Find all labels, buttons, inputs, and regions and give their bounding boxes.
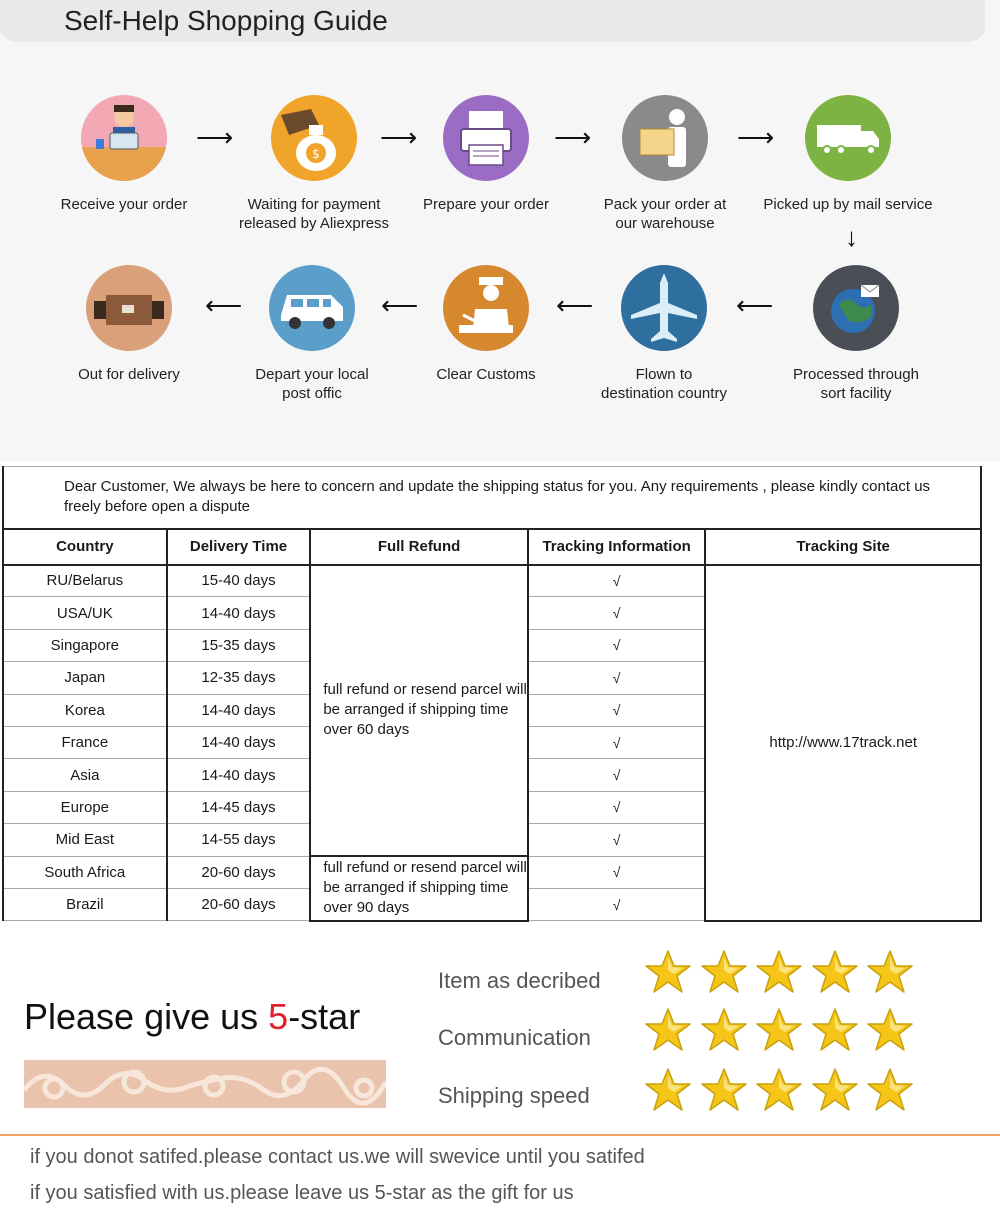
arrow-right-icon: ⟶ [737,122,775,152]
header-bar [0,0,985,42]
star-icon[interactable] [643,948,693,996]
star-icon[interactable] [865,948,915,996]
delivery-time-cell: 14-45 days [167,791,311,823]
refund-cell: full refund or resend parcel will be arranged if shipping time over 90 days [310,856,527,921]
tracking-check-cell: √ [528,856,706,888]
column-header: Tracking Site [705,529,981,565]
printer-icon [443,95,529,181]
delivery-time-cell: 14-40 days [167,597,311,629]
van-icon [269,265,355,351]
arrow-left-icon: ⟵ [381,290,419,320]
star-icon[interactable] [699,948,749,996]
worker-box-icon [622,95,708,181]
step-customs [396,265,576,384]
step-label: Waiting for payment released by Aliexpress [238,196,390,232]
star-icon[interactable] [699,1006,749,1054]
step-receive-order [34,95,214,214]
country-cell: Singapore [3,629,167,661]
step-label: Depart your local post offic [255,366,369,402]
tracking-check-cell: √ [528,824,706,856]
step-label: Receive your order [60,196,188,213]
cashier-icon [81,95,167,181]
country-cell: Europe [3,791,167,823]
column-header: Delivery Time [167,529,311,565]
delivery-time-cell: 20-60 days [167,856,311,888]
arrow-right-icon: ⟶ [380,122,418,152]
table-header-row [3,529,981,565]
arrow-right-icon: ⟶ [554,122,592,152]
delivery-time-cell: 15-40 days [167,565,311,597]
page-title: Self-Help Shopping Guide [64,5,388,36]
star-rating-shipping[interactable] [643,1066,923,1116]
star-icon[interactable] [810,1066,860,1114]
star-icon[interactable] [865,1066,915,1114]
star-icon[interactable] [699,1066,749,1114]
shipping-table [2,466,982,922]
table-row [3,565,981,597]
tracking-check-cell: √ [528,597,706,629]
arrow-left-icon: ⟵ [736,290,774,320]
star-icon[interactable] [810,948,860,996]
country-cell: RU/Belarus [3,565,167,597]
step-label: Processed through sort facility [793,366,919,402]
arrow-left-icon: ⟵ [556,290,594,320]
delivery-time-cell: 15-35 days [167,629,311,661]
shopping-guide [0,0,1000,462]
tracking-site-link[interactable]: http://www.17track.net [705,565,981,921]
country-cell: Japan [3,662,167,694]
country-cell: Mid East [3,824,167,856]
rating-label-communication: Communication [438,1025,591,1050]
customs-officer-icon [443,265,529,351]
airplane-icon [621,265,707,351]
section-divider [0,1134,1000,1136]
rating-label-shipping: Shipping speed [438,1083,590,1108]
footer-note-satisfied: if you satisfied with us.please leave us 5-star as the gift for us [30,1182,574,1204]
step-label: Pack your order at our warehouse [603,196,727,232]
tracking-check-cell: √ [528,694,706,726]
footer-note-unsatisfied: if you donot satifed.please contact us.we will swevice until you satifed [30,1146,645,1168]
star-rating-item[interactable] [643,948,923,998]
refund-cell: full refund or resend parcel will be arranged if shipping time over 60 days [310,565,527,857]
star-icon[interactable] [810,1006,860,1054]
customer-notice: Dear Customer, We always be here to concern and update the shipping status for you. Any requirements , please kindly contact us freely before open a dispute [3,467,981,529]
step-picked-up [758,95,938,214]
country-cell: USA/UK [3,597,167,629]
rating-label-item: Item as decribed [438,968,601,993]
delivery-time-cell: 14-40 days [167,726,311,758]
country-cell: South Africa [3,856,167,888]
step-waiting-payment [224,95,404,233]
step-out-for-delivery [39,265,219,384]
step-label: Picked up by mail service [763,196,933,213]
truck-icon [805,95,891,181]
delivery-time-cell: 12-35 days [167,662,311,694]
column-header: Country [3,529,167,565]
country-cell: Korea [3,694,167,726]
country-cell: Brazil [3,888,167,920]
step-label: Out for delivery [78,366,180,383]
step-pack-order [575,95,755,233]
step-label: Flown to destination country [601,366,727,402]
country-cell: Asia [3,759,167,791]
star-icon[interactable] [754,1006,804,1054]
step-depart-post-office [222,265,402,403]
tracking-check-cell: √ [528,791,706,823]
arrow-down-icon: ↓ [845,222,858,252]
headline-text: Please give us [24,996,269,1037]
star-icon[interactable] [754,1066,804,1114]
arrow-left-icon: ⟵ [205,290,243,320]
tracking-check-cell: √ [528,565,706,597]
tracking-check-cell: √ [528,888,706,920]
column-header: Full Refund [310,529,527,565]
star-icon[interactable] [643,1066,693,1114]
headline-accent: 5 [268,996,289,1037]
step-prepare-order [396,95,576,214]
parcel-hands-icon [86,265,172,351]
delivery-time-cell: 14-40 days [167,759,311,791]
tracking-check-cell: √ [528,759,706,791]
tracking-check-cell: √ [528,726,706,758]
column-header: Tracking Information [528,529,706,565]
step-label: Clear Customs [436,366,536,383]
tracking-check-cell: √ [528,662,706,694]
country-cell: France [3,726,167,758]
decorative-swirl-banner [24,1060,386,1108]
money-bag-icon [271,95,357,181]
step-sort-facility [766,265,946,403]
star-icon[interactable] [643,1006,693,1054]
tracking-check-cell: √ [528,629,706,661]
delivery-time-cell: 20-60 days [167,888,311,920]
star-icon[interactable] [754,948,804,996]
delivery-time-cell: 14-40 days [167,694,311,726]
delivery-time-cell: 14-55 days [167,824,311,856]
headline-text-end: -star [288,996,361,1037]
globe-mail-icon [813,265,899,351]
step-flown [574,265,754,403]
arrow-right-icon: ⟶ [196,122,234,152]
five-star-headline [24,996,360,1038]
svg-text:$: $ [312,147,320,161]
star-icon[interactable] [865,1006,915,1054]
step-label: Prepare your order [423,196,549,213]
star-rating-communication[interactable] [643,1006,923,1056]
